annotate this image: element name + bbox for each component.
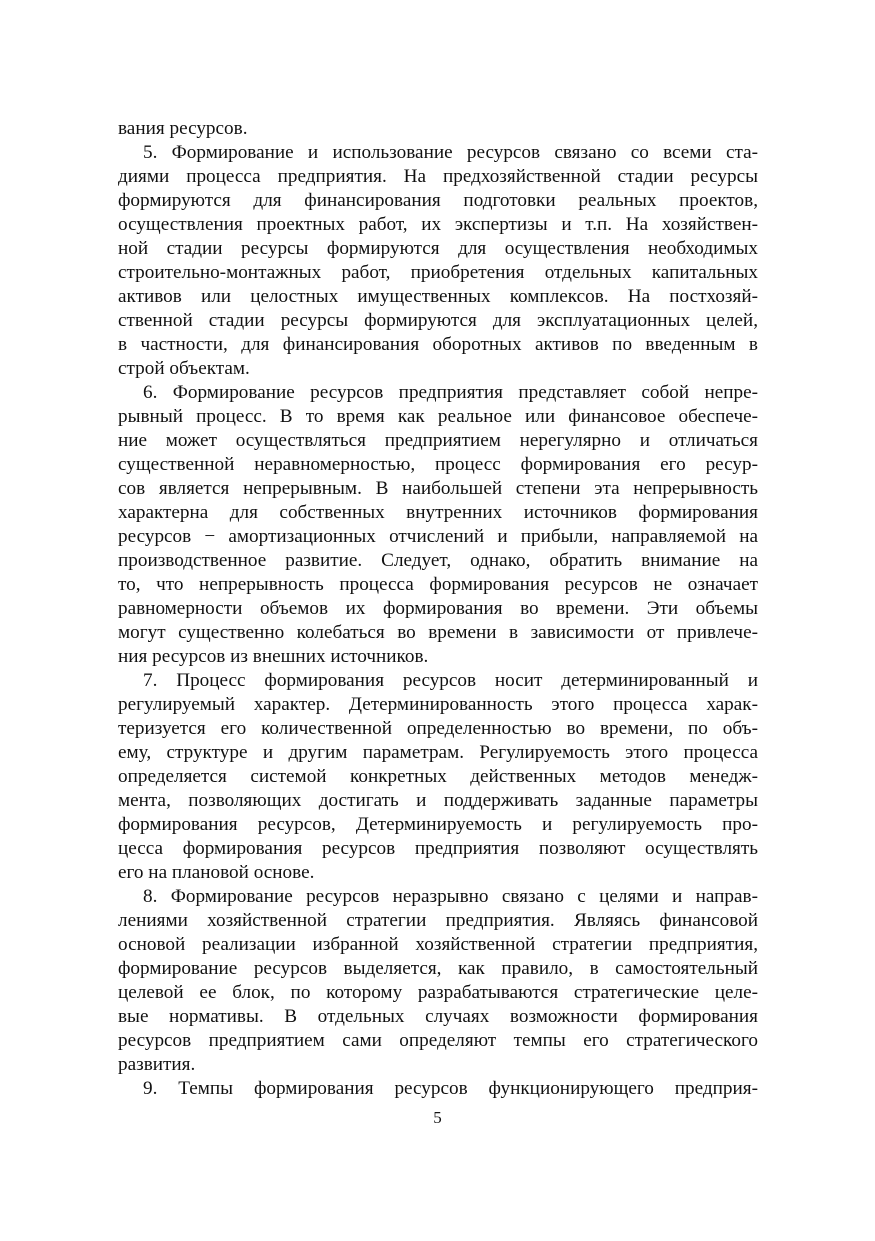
text-line: основой реализации избранной хозяйственной стратегии предприятия,	[118, 934, 758, 955]
text-line: ния ресурсов из внешних источников.	[118, 646, 429, 667]
body-text	[118, 117, 758, 1101]
text-line: формирования ресурсов, Детерминируемость и регулируемость про-	[118, 814, 758, 835]
text-line: регулируемый характер. Детерминированность этого процесса харак-	[118, 694, 758, 715]
text-line: осуществления проектных работ, их экспертизы и т.п. На хозяйствен-	[118, 214, 758, 235]
text-line: 5. Формирование и использование ресурсов связано со всеми ста-	[143, 142, 758, 163]
text-line: цесса формирования ресурсов предприятия позволяют осуществлять	[118, 838, 758, 859]
text-line: строй объектам.	[118, 358, 250, 379]
text-line: равномерности объемов их формирования во времени. Эти объемы	[118, 598, 758, 619]
text-line: теризуется его количественной определенностью во времени, по объ-	[118, 718, 758, 739]
text-line: формирование ресурсов выделяется, как правило, в самостоятельный	[118, 958, 758, 979]
text-line: в частности, для финансирования оборотных активов по введенным в	[118, 334, 758, 355]
text-line: целевой ее блок, по которому разрабатываются стратегические целе-	[118, 982, 758, 1003]
text-line: формируются для финансирования подготовки реальных проектов,	[118, 190, 758, 211]
text-line: ственной стадии ресурсы формируются для эксплуатационных целей,	[118, 310, 758, 331]
text-line: ресурсов предприятием сами определяют темпы его стратегического	[118, 1030, 758, 1051]
text-line: характерна для собственных внутренних источников формирования	[118, 502, 758, 523]
text-line: вания ресурсов.	[118, 118, 248, 139]
text-line: вые нормативы. В отдельных случаях возможности формирования	[118, 1006, 758, 1027]
text-line: активов или целостных имущественных комплексов. На постхозяй-	[118, 286, 758, 307]
text-line: 8. Формирование ресурсов неразрывно связано с целями и направ-	[143, 886, 758, 907]
text-line: производственное развитие. Следует, однако, обратить внимание на	[118, 550, 758, 571]
text-line: сов является непрерывным. В наибольшей степени эта непрерывность	[118, 478, 758, 499]
text-line: ной стадии ресурсы формируются для осуществления необходимых	[118, 238, 758, 259]
text-line: 7. Процесс формирования ресурсов носит детерминированный и	[143, 670, 758, 691]
text-line: мента, позволяющих достигать и поддерживать заданные параметры	[118, 790, 758, 811]
text-line: 9. Темпы формирования ресурсов функционирующего предприя-	[143, 1078, 758, 1099]
text-line: его на плановой основе.	[118, 862, 315, 883]
text-line: могут существенно колебаться во времени в зависимости от привлече-	[118, 622, 758, 643]
text-line: определяется системой конкретных действенных методов менедж-	[118, 766, 758, 787]
text-line: строительно-монтажных работ, приобретения отдельных капитальных	[118, 262, 758, 283]
text-line: то, что непрерывность процесса формирования ресурсов не означает	[118, 574, 758, 595]
text-line: 6. Формирование ресурсов предприятия представляет собой непре-	[143, 382, 758, 403]
text-line: ние может осуществляться предприятием нерегулярно и отличаться	[118, 430, 758, 451]
text-line: рывный процесс. В то время как реальное или финансовое обеспече-	[118, 406, 758, 427]
text-line: развития.	[118, 1054, 196, 1075]
text-line: ему, структуре и другим параметрам. Регулируемость этого процесса	[118, 742, 758, 763]
text-line: ресурсов − амортизационных отчислений и прибыли, направляемой на	[118, 526, 758, 547]
text-line: лениями хозяйственной стратегии предприятия. Являясь финансовой	[118, 910, 758, 931]
text-line: диями процесса предприятия. На предхозяйственной стадии ресурсы	[118, 166, 758, 187]
text-line: существенной неравномерностью, процесс формирования его ресур-	[118, 454, 758, 475]
page-number: 5	[433, 1108, 442, 1127]
